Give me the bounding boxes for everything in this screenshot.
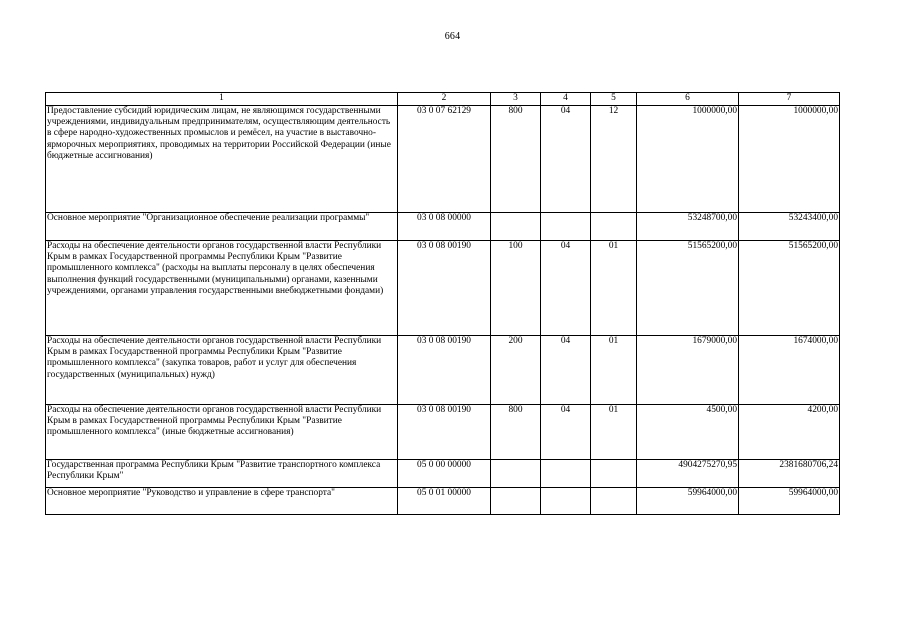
row-target-code: 03 0 08 00190	[398, 405, 491, 460]
row-target-code: 05 0 00 00000	[398, 460, 491, 488]
row-name: Основное мероприятие "Организационное обеспечение реализации программы"	[46, 213, 398, 241]
row-target-code: 03 0 07 62129	[398, 106, 491, 213]
row-target-code: 05 0 01 00000	[398, 488, 491, 515]
row-target-code: 03 0 08 00000	[398, 213, 491, 241]
row-subsection	[591, 460, 637, 488]
row-target-code: 03 0 08 00190	[398, 241, 491, 336]
row-subsection: 01	[591, 336, 637, 405]
header-col-1: 1	[46, 93, 398, 106]
row-expense-type: 800	[491, 405, 541, 460]
row-target-code: 03 0 08 00190	[398, 336, 491, 405]
row-section: 04	[541, 405, 591, 460]
row-expense-type	[491, 488, 541, 515]
row-expense-type	[491, 213, 541, 241]
row-section	[541, 460, 591, 488]
table-row	[46, 106, 840, 213]
row-section: 04	[541, 241, 591, 336]
table-row	[46, 213, 840, 241]
row-sum-year-2: 59964000,00	[739, 488, 840, 515]
row-sum-year-1: 4904275270,95	[637, 460, 739, 488]
row-name: Государственная программа Республики Крым "Развитие транспортного комплекса Республики Крым"	[46, 460, 398, 488]
row-section: 04	[541, 106, 591, 213]
row-section	[541, 488, 591, 515]
row-name: Основное мероприятие "Руководство и управление в сфере транспорта"	[46, 488, 398, 515]
page-number: 664	[444, 31, 461, 42]
header-col-6: 6	[637, 93, 739, 106]
row-sum-year-2: 51565200,00	[739, 241, 840, 336]
row-section	[541, 213, 591, 241]
header-col-2: 2	[398, 93, 491, 106]
header-col-3: 3	[491, 93, 541, 106]
table-row	[46, 488, 840, 515]
row-subsection: 01	[591, 405, 637, 460]
row-sum-year-1: 4500,00	[637, 405, 739, 460]
row-expense-type	[491, 460, 541, 488]
row-expense-type: 800	[491, 106, 541, 213]
row-subsection	[591, 213, 637, 241]
row-name: Расходы на обеспечение деятельности органов государственной власти Республики Крым в рамках Государственной программы Республики Крым "Развитие промышленного комплекса" (расходы на выплаты персоналу в целях обеспечения выполнения функций государственными (муниципальными) органами, казенными учреждениями, органами управления государственными внебюджетными фондами)	[46, 241, 398, 336]
budget-table	[45, 92, 840, 515]
row-name: Предоставление субсидий юридическим лицам, не являющимся государственными учреждениями, индивидуальным предпринимателям, осуществляющим деятельность в сфере народно-художественных промыслов и ремёсел, на участие в выставочно-ярморочных мероприятиях, проводимых на территории Российской Федерации (иные бюджетные ассигнования)	[46, 106, 398, 213]
row-sum-year-1: 51565200,00	[637, 241, 739, 336]
row-sum-year-2: 1000000,00	[739, 106, 840, 213]
row-sum-year-2: 53243400,00	[739, 213, 840, 241]
row-sum-year-1: 53248700,00	[637, 213, 739, 241]
header-col-5: 5	[591, 93, 637, 106]
header-col-7: 7	[739, 93, 840, 106]
row-sum-year-1: 1000000,00	[637, 106, 739, 213]
row-subsection: 12	[591, 106, 637, 213]
row-sum-year-2: 4200,00	[739, 405, 840, 460]
row-subsection: 01	[591, 241, 637, 336]
row-name: Расходы на обеспечение деятельности органов государственной власти Республики Крым в рамках Государственной программы Республики Крым "Развитие промышленного комплекса" (иные бюджетные ассигнования)	[46, 405, 398, 460]
row-expense-type: 200	[491, 336, 541, 405]
row-name: Расходы на обеспечение деятельности органов государственной власти Республики Крым в рамках Государственной программы Республики Крым "Развитие промышленного комплекса" (закупка товаров, работ и услуг для обеспечения государственных (муниципальных) нужд)	[46, 336, 398, 405]
row-sum-year-1: 59964000,00	[637, 488, 739, 515]
table-row	[46, 405, 840, 460]
row-section: 04	[541, 336, 591, 405]
header-col-4: 4	[541, 93, 591, 106]
row-expense-type: 100	[491, 241, 541, 336]
row-sum-year-2: 2381680706,24	[739, 460, 840, 488]
table-row	[46, 336, 840, 405]
header-row	[46, 93, 840, 106]
row-sum-year-1: 1679000,00	[637, 336, 739, 405]
row-subsection	[591, 488, 637, 515]
row-sum-year-2: 1674000,00	[739, 336, 840, 405]
table-row	[46, 241, 840, 336]
table-row	[46, 460, 840, 488]
